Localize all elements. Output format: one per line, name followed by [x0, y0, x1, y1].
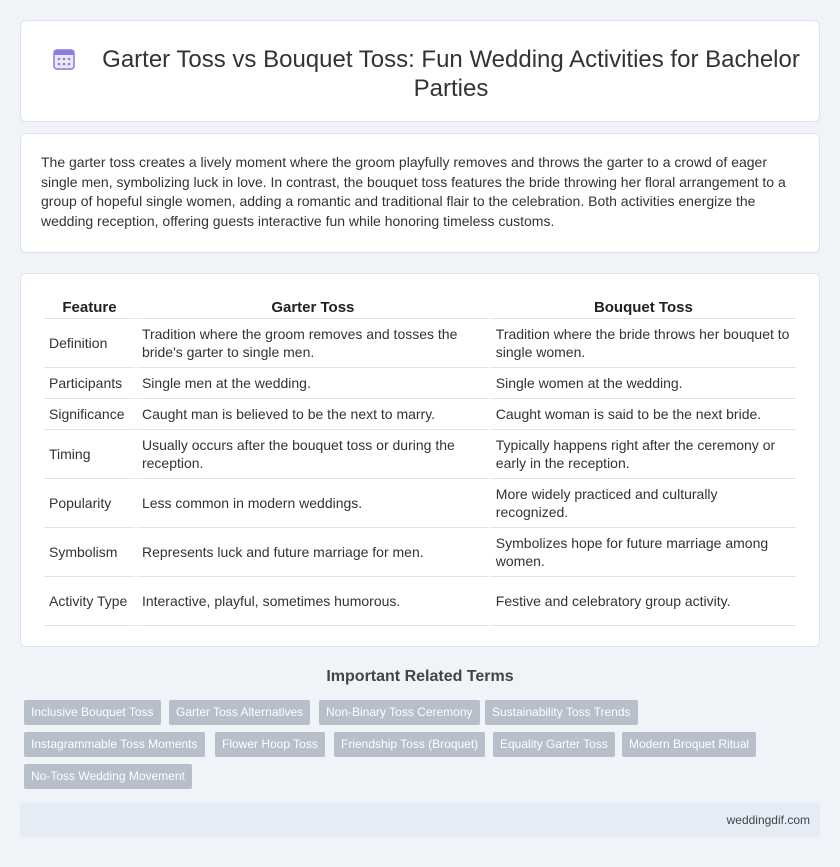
tag-flower-hoop-toss[interactable]: Flower Hoop Toss	[215, 732, 325, 757]
tag-instagrammable-toss-moments[interactable]: Instagrammable Toss Moments	[24, 732, 205, 757]
table-row	[44, 577, 796, 626]
row-feature: Definition	[44, 319, 135, 368]
tag-non-binary-toss-ceremony[interactable]: Non-Binary Toss Ceremony	[319, 700, 480, 725]
row-garter: Tradition where the groom removes and tosses the bride's garter to single men.	[137, 319, 489, 368]
row-garter: Represents luck and future marriage for men.	[137, 528, 489, 577]
header-card	[20, 20, 820, 122]
header-garter-toss: Garter Toss	[137, 295, 489, 319]
table-row	[44, 399, 796, 430]
row-garter: Usually occurs after the bouquet toss or during the reception.	[137, 430, 489, 479]
row-bouquet: Single women at the wedding.	[491, 368, 796, 399]
row-feature: Participants	[44, 368, 135, 399]
header-feature: Feature	[44, 295, 135, 319]
row-garter: Caught man is believed to be the next to marry.	[137, 399, 489, 430]
intro-paragraph: The garter toss creates a lively moment where the groom playfully removes and throws the garter to a crowd of eager single men, symbolizing luck in love. In contrast, the bouquet toss features the bride throwing her floral arrangement to a group of hopeful single women, adding a romantic and traditional flair to the celebration. Both activities energize the wedding reception, offering guests interactive fun while honoring timeless customs.	[41, 154, 786, 229]
row-feature: Timing	[44, 430, 135, 479]
row-feature: Activity Type	[44, 577, 135, 626]
tag-garter-toss-alternatives[interactable]: Garter Toss Alternatives	[169, 700, 310, 725]
tag-inclusive-bouquet-toss[interactable]: Inclusive Bouquet Toss	[24, 700, 161, 725]
header-bouquet-toss: Bouquet Toss	[491, 295, 796, 319]
table-row	[44, 430, 796, 479]
comparison-card	[20, 273, 820, 647]
tag-equality-garter-toss[interactable]: Equality Garter Toss	[493, 732, 615, 757]
row-feature: Popularity	[44, 479, 135, 528]
row-bouquet: Caught woman is said to be the next bride.	[491, 399, 796, 430]
row-garter: Interactive, playful, sometimes humorous.	[137, 577, 489, 626]
tag-sustainability-toss-trends[interactable]: Sustainability Toss Trends	[485, 700, 638, 725]
row-feature: Symbolism	[44, 528, 135, 577]
row-bouquet: Tradition where the bride throws her bouquet to single women.	[491, 319, 796, 368]
table-row	[44, 319, 796, 368]
row-bouquet: More widely practiced and culturally recognized.	[491, 479, 796, 528]
row-bouquet: Symbolizes hope for future marriage among women.	[491, 528, 796, 577]
row-bouquet: Typically happens right after the ceremony or early in the reception.	[491, 430, 796, 479]
calendar-icon	[52, 47, 76, 71]
intro-card	[20, 133, 820, 253]
page-title: Garter Toss vs Bouquet Toss: Fun Wedding Activities for Bachelor Parties	[102, 46, 800, 102]
row-garter: Single men at the wedding.	[137, 368, 489, 399]
table-row	[44, 528, 796, 577]
related-terms-title: Important Related Terms	[326, 668, 514, 685]
tag-friendship-toss-broquet[interactable]: Friendship Toss (Broquet)	[334, 732, 485, 757]
footer-site[interactable]: weddingdif.com	[726, 813, 810, 827]
table-header-row	[44, 295, 796, 319]
comparison-table	[42, 295, 798, 626]
row-feature: Significance	[44, 399, 135, 430]
tag-modern-broquet-ritual[interactable]: Modern Broquet Ritual	[622, 732, 756, 757]
footer	[20, 803, 820, 837]
table-row	[44, 479, 796, 528]
row-bouquet: Festive and celebratory group activity.	[491, 577, 796, 626]
table-row	[44, 368, 796, 399]
row-garter: Less common in modern weddings.	[137, 479, 489, 528]
tag-no-toss-wedding-movement[interactable]: No-Toss Wedding Movement	[24, 764, 192, 789]
